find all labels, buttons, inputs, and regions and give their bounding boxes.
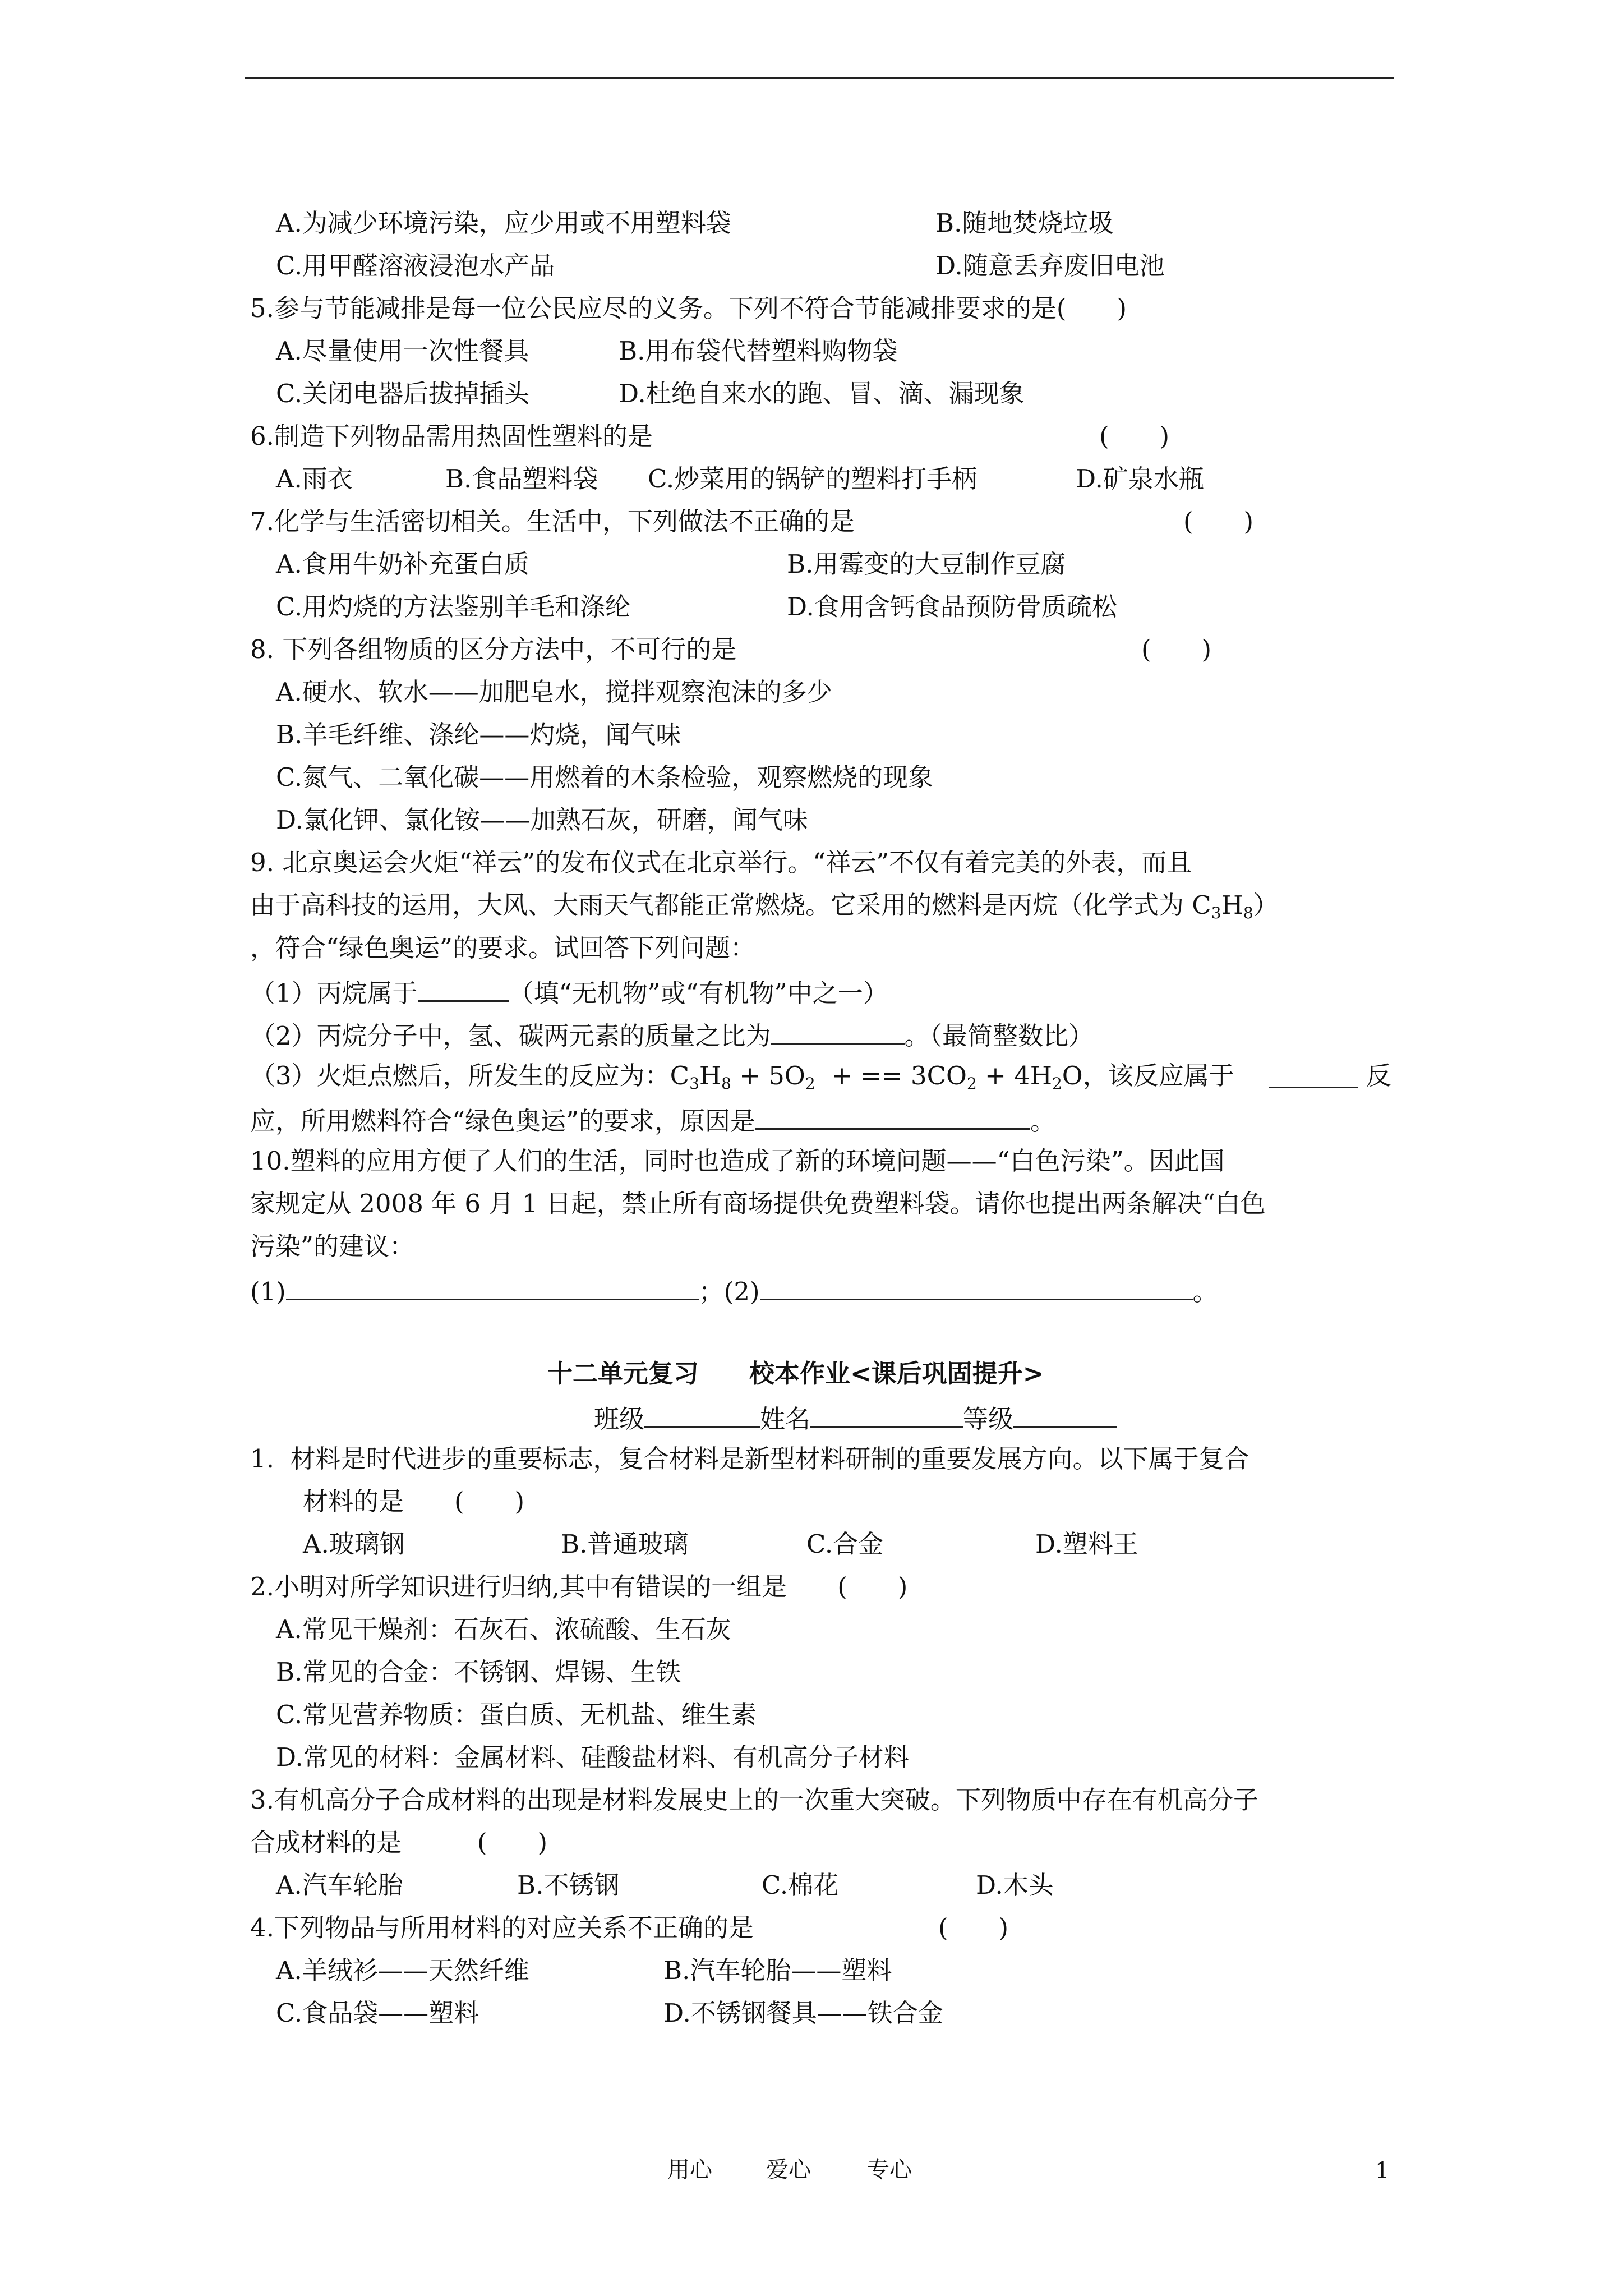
s2-stem: 2.小明对所学知识进行归纳,其中有错误的一组是 ( ) <box>250 1572 908 1602</box>
s3-option-c: C.棉花 <box>762 1870 839 1900</box>
q7-option-a: A.食用牛奶补充蛋白质 <box>276 549 529 579</box>
s1-line2: 材料的是 ( ) <box>303 1487 525 1516</box>
footer-motto-1: 用心 <box>667 2157 712 2183</box>
s2-option-d: D.常见的材料：金属材料、硅酸盐材料、有机高分子材料 <box>276 1742 909 1772</box>
q4-option-a: A.为减少环境污染，应少用或不用塑料袋 <box>276 208 731 238</box>
q5-option-c: C.关闭电器后拔掉插头 <box>276 379 530 408</box>
q9-part3-suffix: 反 <box>1366 1061 1392 1091</box>
name-field[interactable] <box>810 1404 963 1428</box>
q9-part3-reaction-type-blank[interactable] <box>1269 1064 1358 1088</box>
q8-answer-paren: ( ) <box>1141 634 1212 664</box>
q6-option-b: B.食品塑料袋 <box>445 464 598 494</box>
q10-line1: 10.塑料的应用方便了人们的生活，同时也造成了新的环境问题——“白色污染”。因此国 <box>250 1146 1225 1176</box>
q7-option-d: D.食用含钙食品预防骨质疏松 <box>787 592 1117 622</box>
s4-option-c: C.食品袋——塑料 <box>276 1998 479 2028</box>
s3-line1: 3.有机高分子合成材料的出现是材料发展史上的一次重大突破。下列物质中存在有机高分子 <box>250 1785 1258 1815</box>
q9-line3: ，符合“绿色奥运”的要求。试回答下列问题： <box>250 933 756 963</box>
s4-answer-paren: ( ) <box>938 1913 1009 1943</box>
s2-option-c: C.常见营养物质：蛋白质、无机盐、维生素 <box>276 1700 757 1729</box>
q6-option-c: C.炒菜用的锅铲的塑料打手柄 <box>648 464 978 494</box>
q9-line1: 9. 北京奥运会火炬“祥云”的发布仪式在北京举行。“祥云”不仅有着完美的外表，而且 <box>250 848 1192 877</box>
q5-option-d: D.杜绝自来水的跑、冒、滴、漏现象 <box>619 379 1025 408</box>
q8-option-d: D.氯化钾、氯化铵——加熟石灰，研磨，闻气味 <box>276 805 808 835</box>
q7-option-b: B.用霉变的大豆制作豆腐 <box>787 549 1066 579</box>
q7-answer-paren: ( ) <box>1183 507 1254 536</box>
s4-option-d: D.不锈钢餐具——铁合金 <box>663 1998 943 2028</box>
q5-option-a: A.尽量使用一次性餐具 <box>276 336 529 366</box>
footer-motto-3: 专心 <box>867 2157 912 2183</box>
q10-answer2-blank[interactable] <box>760 1276 1193 1300</box>
q9-part3-equation: （3）火炬点燃后，所发生的反应为：$C_3H_8 + 5O_2$ + == $3CO_2 + 4H_2O$，该反应属于 <box>250 1061 1234 1093</box>
q4-option-b: B.随地焚烧垃圾 <box>935 208 1114 238</box>
q7-option-c: C.用灼烧的方法鉴别羊毛和涤纶 <box>276 592 631 622</box>
header-rule <box>245 77 1394 79</box>
q9-part1-answer-blank[interactable] <box>418 978 509 1002</box>
footer-motto-2: 爱心 <box>766 2157 811 2183</box>
q8-stem: 8. 下列各组物质的区分方法中，不可行的是 <box>250 634 737 664</box>
q7-stem: 7.化学与生活密切相关。生活中，下列做法不正确的是 <box>250 507 855 536</box>
q6-answer-paren: ( ) <box>1099 421 1170 451</box>
s2-option-b: B.常见的合金：不锈钢、焊锡、生铁 <box>276 1657 681 1687</box>
q9-part3-reason: 应，所用燃料符合“绿色奥运”的要求，原因是 。 <box>250 1106 1056 1136</box>
q5-stem: 5.参与节能减排是每一位公民应尽的义务。下列不符合节能减排要求的是( ) <box>250 293 1127 323</box>
q6-stem: 6.制造下列物品需用热固性塑料的是 <box>250 421 653 451</box>
page-number: 1 <box>1375 2158 1390 2184</box>
q10-line2: 家规定从 2008 年 6 月 1 日起，禁止所有商场提供免费塑料袋。请你也提出两条解决“白色 <box>250 1189 1266 1218</box>
s1-option-d: D.塑料王 <box>1035 1529 1138 1559</box>
q9-line2: 由于高科技的运用，大风、大雨天气都能正常燃烧。它采用的燃料是丙烷（化学式为 $C_3H_8$） <box>250 890 1279 922</box>
s4-option-b: B.汽车轮胎——塑料 <box>663 1955 892 1985</box>
s1-option-c: C.合金 <box>806 1529 884 1559</box>
q6-option-a: A.雨衣 <box>276 464 353 494</box>
s4-stem: 4.下列物品与所用材料的对应关系不正确的是 <box>250 1913 754 1943</box>
s3-option-d: D.木头 <box>976 1870 1054 1900</box>
s3-option-a: A.汽车轮胎 <box>276 1870 403 1900</box>
q9-part2-answer-blank[interactable] <box>771 1020 905 1045</box>
q6-option-d: D.矿泉水瓶 <box>1076 464 1204 494</box>
q4-option-c: C.用甲醛溶液浸泡水产品 <box>276 251 555 280</box>
q10-line3: 污染”的建议： <box>250 1231 415 1261</box>
q8-option-a: A.硬水、软水——加肥皂水，搅拌观察泡沫的多少 <box>276 677 832 707</box>
grade-field[interactable] <box>1013 1404 1117 1428</box>
q8-option-b: B.羊毛纤维、涤纶——灼烧，闻气味 <box>276 720 681 749</box>
s1-line1: 1. 材料是时代进步的重要标志，复合材料是新型材料研制的重要发展方向。以下属于复合 <box>250 1444 1249 1474</box>
q8-option-c: C.氮气、二氧化碳——用燃着的木条检验，观察燃烧的现象 <box>276 762 934 792</box>
q4-option-d: D.随意丢弃废旧电池 <box>935 251 1165 280</box>
q9-part1: （1）丙烷属于 （填“无机物”或“有机物”中之一） <box>250 978 888 1008</box>
q9-part3-reason-blank[interactable] <box>755 1106 1030 1130</box>
section-title: 十二单元复习 校本作业<课后巩固提升> <box>547 1359 1044 1388</box>
s2-option-a: A.常见干燥剂：石灰石、浓硫酸、生石灰 <box>276 1614 731 1644</box>
s3-option-b: B.不锈钢 <box>517 1870 620 1900</box>
s4-option-a: A.羊绒衫——天然纤维 <box>276 1955 529 1985</box>
q10-answer1-blank[interactable] <box>286 1276 699 1300</box>
student-info-line: 班级 姓名 等级 <box>594 1404 1117 1432</box>
s3-line2: 合成材料的是 ( ) <box>250 1828 548 1857</box>
s1-option-a: A.玻璃钢 <box>303 1529 405 1559</box>
q5-option-b: B.用布袋代替塑料购物袋 <box>619 336 898 366</box>
s1-option-b: B.普通玻璃 <box>561 1529 689 1559</box>
q9-part2: （2）丙烷分子中，氢、碳两元素的质量之比为 。（最简整数比） <box>250 1021 1094 1051</box>
q10-answers: (1) ；(2) 。 <box>250 1277 1218 1306</box>
class-field[interactable] <box>644 1404 760 1428</box>
